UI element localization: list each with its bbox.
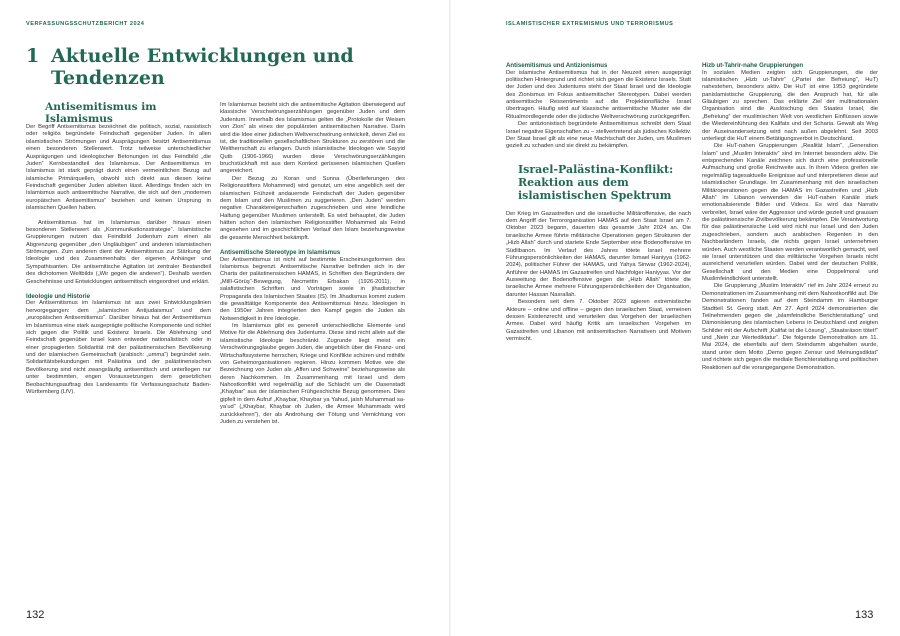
paragraph: Im Islamismus bezieht sich die antisemitische Agitation überwiegend auf klassische Verschwörungserzählungen gegenüber Juden und dem Judentum. Innerhalb des Islamismus gelten die „Protokolle der Weisen von Zion“ als eines der populärsten antisemitischen Narrative. Darin wird die Idee einer jüdischen Weltverschwörung entwickelt, deren Ziel es ist, die traditionellen gesellschaftlichen Strukturen zu zerstören und die Weltherrschaft zu erlangen. Durch islamistische Ideologen wie Sayyid Qutb (1906-1966) wurden diese Verschwörungserzählungen bruchstückhaft mit aus dem Kontext gerissenen islamischen Quellen angereichert. [220, 102, 405, 175]
subheading-ideology: Ideologie und Historie [26, 292, 90, 300]
paragraph: Im Islamismus gibt es generell unterschiedliche Elemente und Motive für die Ablehnung des Judentums. Diese sind nicht allein auf die islamistische Ideologie beschränkt. Zugrunde liegt meist ein Verschwörungsglaube gegen Juden, die angeblich über die Finanz- und Wirtschaftssysteme herrschen, Kriege und Konflikte schüren und mithilfe von Geheimorganisationen regieren. Hinzu kommen Motive wie die Bezeichnung von Juden als „Affen und Schweine“ beziehungsweise als deren Nachkommen. Im Zusammenhang mit Israel und dem Nahostkonflikt wird regelmäßig auf die Schlacht um die Oasenstadt „Khaybar“ aus der islamischen Frühgeschichte Bezug genommen. Dies gipfelt in dem Aufruf „Khaybar, Khaybar ya Yahud, jaish Muhammad sa-ya’ud“ („Khaybar, Khaybar oh Juden, die Armee Muhammads wird zurückkehren“), der als Androhung der Tötung und Vernichtung von Juden zu verstehen ist. [220, 323, 405, 425]
right-page-column-2 [702, 62, 878, 372]
page-gutter [449, 0, 451, 636]
paragraph: Die Gruppierung „Muslim Interaktiv“ rief im Jahr 2024 erneut zu Demonstrationen im Zusammenhang mit dem Nahostkonflikt auf. Die Demonstrationen fanden auf dem Steindamm im Hamburger Stadtteil St. Georg statt. Am 27. April 2024 demonstrierten die Teilnehmenden gegen die „islamfeindliche Berichterstattung“ und Dämonisierung des islamischen Lebens in Deutschland und zeigten Schilder mit der Aufschrift „Kalifat ist die Lösung“, „Staatsräson tötet!“ und „Nein zur Wertediktatur“. Die folgende Demonstration am 11. Mai 2024, die ebenfalls auf dem Steindamm abgehalten wurde, stand unter dem Motto „Demo gegen Zensur und Meinungsdiktat“ und richtete sich gegen die mediale Berichterstattung und politischen Reaktionen auf die vorangegangene Demonstration. [702, 283, 878, 371]
left-page-column-1 [26, 124, 211, 396]
chapter-title: Aktuelle Entwicklungen und Tendenzen [51, 45, 354, 89]
paragraph: Der Antisemitismus ist nicht auf bestimmte Erscheinungsformen des Islamismus begrenzt. Antisemitische Narrative befinden sich in der Charta der palästinensischen HAMAS, in Schriften des Begründers der „Millî-Görüş“-Bewegung, Necmettin Erbakan (1926-2011), in salafistischen Schriften und Vorträgen sowie in jihadistischer Propaganda des Islamischen Staates (IS). Im Jihadismus kommt zudem die gewalttätige Komponente des Antisemitismus hinzu. Ideologen in den 1950er Jahren integrierten den Kampf gegen die Juden als Notwendigkeit in ihre Ideologie. [220, 256, 405, 322]
chapter-number: 1 [26, 45, 40, 67]
running-head-right: ISLAMISTISCHER EXTREMISMUS UND TERRORISMUS [506, 21, 674, 27]
subheading-hut: Hizb ut-Tahrir-nahe Gruppierungen [702, 62, 804, 69]
paragraph: Die HuT-nahen Gruppierungen „Realität Islam“, „Generation Islam“ und „Muslim Interaktiv“ sind im Internet besonders aktiv. Die entsprechenden Kanäle zeichnen sich durch eine professionelle Aufmachung und große Reichweite aus. In ihren Videos greifen sie regelmäßig tagesaktuelle Ereignisse auf und interpretieren diese auf islamistischer Grundlage. Im Zusammenhang mit den israelischen Militäroperationen gegen die HAMAS im Gazastreifen und „Hizb Allah“ im Libanon verwenden die HuT-nahen Kanäle stark emotionalisierende Bilder und Videos. Es wird das Narrativ verbreitet, Israel wäre der Aggressor und würde gezielt und grausam die palästinensische Zivilbevölkerung bekämpfen. Die Verantwortung für das palästinensische Leid wird nicht nur Israel und den Juden zugeschrieben, sondern auch arabischen Regenten in den Nachbarländern Israels, die nichts gegen Israel unternehmen würden. Auch westliche Staaten werden verantwortlich gemacht, weil sie Israel unterstützen und das militärische Vorgehen Israels nicht ausreichend verurteilen würden. Dabei wird der deutschen Politik, Gesellschaft und den Medien eine Doppelmoral und Muslimfeindlichkeit unterstellt. [702, 143, 878, 283]
running-head-left: VERFASSUNGSSCHUTZBERICHT 2024 [26, 21, 145, 27]
paragraph: Der Bezug zu Koran und Sunna (Überlieferungen des Religionsstifters Mohammed) wird genutzt, um eine angeblich seit der islamischen Frühzeit andauernde Feindschaft der Juden gegenüber dem Islam und den Muslimen zu suggerieren. „Den Juden“ werden negative Charaktereigenschaften zugeschrieben und eine feindliche Haltung gegenüber Muslimen unterstellt. Es wird behauptet, die Juden hätten schon den islamischen Religionsstifter Mohammed als Feind angesehen und im geschichtlichen Verlauf den Islam beziehungsweise die gesamte Menschheit bekämpft. [220, 175, 405, 241]
paragraph: Besonders seit dem 7. Oktober 2023 agieren extremistische Akteure – online und offline – gegen den israelischen Staat, verneinen dessen Existenzrecht und verurteilen das Vorgehen der israelischen Armee. Dabei wird häufig Kritik am israelischen Vorgehen im Gazastreifen und Libanon mit antisemitischen Narrativen und Motiven vermischt. [506, 299, 691, 343]
page-number-left: 132 [26, 609, 45, 621]
left-page-column-2 [220, 102, 405, 426]
paragraph: Antisemitismus hat im Islamismus darüber hinaus einen besonderen Stellenwert als „Kommunikationsstrategie“. Islamistische Gruppierungen nutzen das Feindbild Judentum zum einen als Abgrenzung gegenüber „den Ungläubigen“ und anderen islamistischen Strömungen. Zum anderen dient der Antisemitismus zur Stärkung der Ideologie und des Zusammenhalts der eigenen Anhänger und Sympathisanten. Die antisemitische Agitation ist zentraler Bestandteil des dichotomen Weltbilds („Wir gegen die anderen“). Deshalb werden Geschehnisse und Entwicklungen antisemitisch eingeordnet und erklärt. [26, 219, 211, 285]
paragraph: Der Krieg im Gazastreifen und die israelische Militäroffensive, die nach dem Angriff der Terrororganisation HAMAS auf den Staat Israel am 7. Oktober 2023 begann, dauerten das gesamte Jahr 2024 an. Die israelische Armee führte militärische Operationen gegen Strukturen der „Hizb Allah“ durch und startete Ende September eine Bodenoffensive im Südlibanon. Im Verlauf des Jahres tötete Israel mehrere Führungspersönlichkeiten der HAMAS, darunter Ismael Haniyya (1962-2024), politischer Führer der HAMAS, und Yahya Sinwar (1962-2024), Anführer der HAMAS im Gazastreifen und Nachfolger Haniyyas. Vor der Ausweitung der Bodenoffensive gegen die „Hizb Allah“ tötete die israelische Armee mehrere Führungspersönlichkeiten der Organisation, darunter Hassan Nasrallah. [506, 210, 691, 298]
page-number-right: 133 [855, 609, 874, 621]
section-title-conflict: Israel-Palästina-Konflikt: Reaktion aus dem islamistischen Spektrum [518, 162, 674, 202]
subheading-stereotypes: Antisemitische Stereotype im Islamismus [220, 249, 341, 257]
paragraph: Der Antisemitismus im Islamismus ist aus zwei Entwicklungslinien hervorgegangen: dem „islamischen Antijudaismus“ und dem „europäischen Antisemitismus“. Darüber hinaus hat der Antisemitismus im Islamismus eine stark ausgeprägte politische Komponente und richtet sich gegen die Politik und Existenz Israels. Die Ablehnung und Feindschaft gegenüber Israel kann entweder nationalistisch oder in einer propagierten Solidarität mit der palästinensischen Bevölkerung und der islamischen Gemeinschaft (arabisch: „umma“) begründet sein. Solidaritätsbekundungen mit Palästina und der palästinensischen Bevölkerung sind nicht zwangsläufig antisemitisch und unterliegen nur unter bestimmten, engen Voraussetzungen dem gesetzlichen Beobachtungsauftrag des Landesamts für Verfassungsschutz Baden-Württemberg (LfV). [26, 300, 211, 395]
paragraph: Der islamische Antisemitismus hat in der Neuzeit einen ausgeprägt politischen Hintergrund und richtet sich gegen die Existenz Israels. Statt der Juden und des Judentums steht der Staat Israel und die Ideologie des Zionismus im Fokus antisemitischer Stereotypen. Dabei werden antisemitische Ressentiments auf die Projektionsfläche Israel übertragen. Häufig wird auf klassische antisemitische Muster wie die Ritualmordlegende oder die jüdische Weltverschwörung zurückgegriffen. [506, 69, 691, 120]
paragraph: In sozialen Medien zeigten sich Gruppierungen, die der islamistischen „Hizb ut-Tahrir“ („Partei der Befreiung“, HuT) nahestehen, besonders aktiv. Die HuT ist eine 1953 gegründete panislamistische Gruppierung, die den Anspruch hat, für alle Gläubigen zu sprechen. Das erklärte Ziel der multinationalen Organisation sind die Auslöschung des Staates Israel, die „Befreiung“ der muslimischen Welt von westlichen Einflüssen sowie die Wiedereinführung des Kalifats und der Scharia. Gewalt als Weg der Auseinandersetzung wird nach außen abgelehnt. Seit 2003 unterliegt die HuT einem Betätigungsverbot in Deutschland. [702, 69, 878, 142]
paragraph: Der Begriff Antisemitismus bezeichnet die politisch, sozial, rassistisch oder religiös begründete Feindschaft gegenüber Juden. In allen islamistischen Strömungen und Ausprägungen besitzt Antisemitismus einen besonderen Stellenwert. Trotz teilweise unterschiedlicher Ausprägungen und ideologischer Betonungen ist das Feindbild „die Juden“ Kernbestandteil des Islamismus. Der Antisemitismus im Islamismus ist stark geprägt durch einen vermeintlichen Bezug auf islamische Primärquellen, obwohl sich direkt aus diesen keine Feindschaft gegenüber Juden ableiten lässt. Allerdings finden sich im Islamismus auch antisemitische Narrative, die sich auf den „modernen europäischen Antisemitismus“ beziehen und keinen Ursprung in islamischen Quellen haben. [26, 124, 211, 212]
right-page-column-1 [506, 62, 691, 343]
paragraph: Der antizionistisch begründete Antisemitismus schreibt dem Staat Israel negative Eigenschaften zu – stellvertretend als jüdisches Kollektiv. Der Staat Israel gilt als eine neue Machtschaft der Juden, um Muslimen gezielt zu schaden und sie direkt zu bekämpfen. [506, 121, 691, 150]
subheading-antizionism: Antisemitismus und Antizionismus [506, 62, 608, 69]
section-title-antisemitism: Antisemitismus im Islamismus [45, 101, 157, 125]
